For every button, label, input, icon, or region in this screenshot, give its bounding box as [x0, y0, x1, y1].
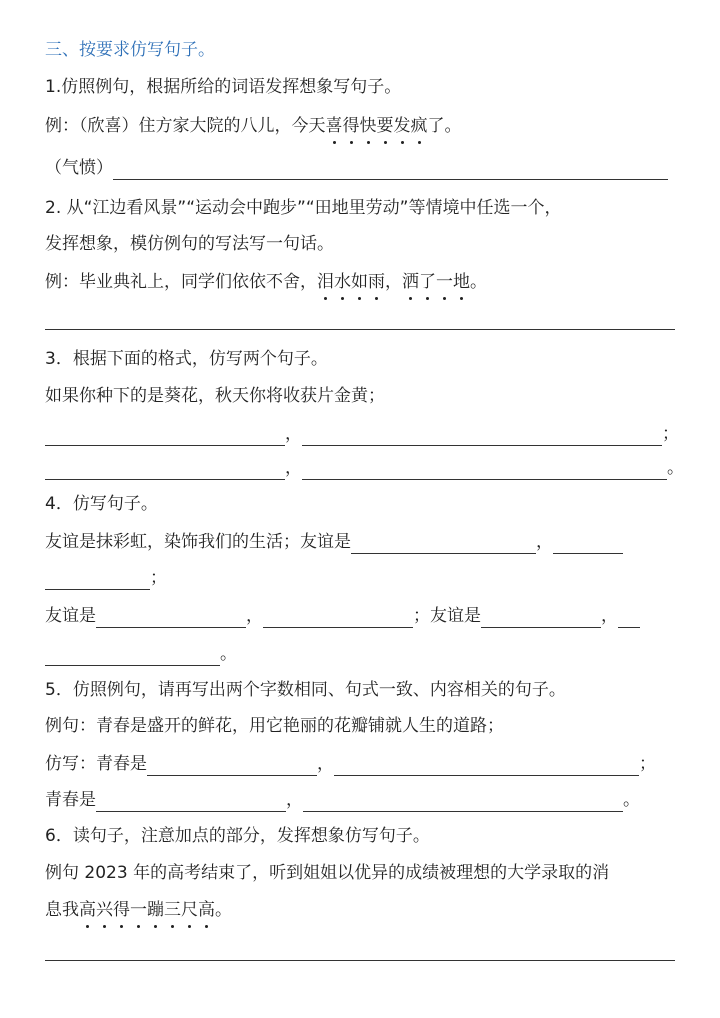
q5-semicolon: ； — [639, 754, 656, 774]
q4-prompt: 4．仿写句子。 — [45, 494, 158, 514]
q4-comma-3: ， — [601, 606, 618, 626]
emphasis-char: 高 — [198, 900, 215, 920]
q6-example-line-1: 例句 2023 年的高考结束了，听到姐姐以优异的成绩被理想的大学录取的消 — [45, 863, 610, 883]
q3-blank-2a[interactable] — [45, 460, 285, 480]
q5-answer-row-1 — [45, 752, 680, 776]
emphasis-char: 兴 — [96, 900, 113, 920]
q4-blank-5[interactable] — [263, 608, 413, 628]
q6-example-line-2 — [45, 898, 680, 922]
q1-cue: （气愤） — [45, 158, 113, 178]
emphasis-char: 高 — [79, 900, 96, 920]
q5-example: 例句：青春是盛开的鲜花，用它艳丽的花瓣铺就人生的道路； — [45, 716, 504, 736]
q4-blank-8[interactable] — [45, 646, 220, 666]
q5-line2-head: 青春是 — [45, 790, 96, 810]
q4-period: 。 — [220, 644, 237, 664]
emphasis-char: 一 — [436, 272, 453, 292]
q2-example-dotted — [317, 272, 470, 292]
q4-blank-1[interactable] — [351, 534, 536, 554]
q4-line1-text: 友谊是抹彩虹，染饰我们的生活；友谊是 — [45, 532, 351, 552]
q5-imitate-label: 仿写：青春是 — [45, 754, 147, 774]
emphasis-char: 三 — [164, 900, 181, 920]
q6-example-tail: 。 — [215, 900, 232, 920]
emphasis-char: 一 — [130, 900, 147, 920]
q4-blank-2[interactable] — [553, 534, 623, 554]
q1-prompt: 1.仿照例句，根据所给的词语发挥想象写句子。 — [45, 77, 402, 97]
emphasis-char: 得 — [113, 900, 130, 920]
emphasis-char: 要 — [376, 116, 394, 136]
q1-example-head: 例：（欣喜）住方家大院的八儿，今天 — [45, 116, 326, 136]
q3-answer-row-2 — [45, 456, 684, 480]
q4-comma-1: ， — [536, 532, 553, 552]
q3-blank-1a[interactable] — [45, 426, 285, 446]
q4-line3-sep: ；友谊是 — [413, 606, 481, 626]
q6-example-dotted — [79, 900, 215, 920]
q2-example-head: 例：毕业典礼上，同学们依依不舍， — [45, 272, 317, 292]
emphasis-char: 如 — [351, 272, 368, 292]
q3-model: 如果你种下的是葵花，秋天你将收获片金黄； — [45, 386, 385, 406]
q3-blank-2b[interactable] — [302, 460, 667, 480]
q4-blank-7[interactable] — [618, 608, 640, 628]
q4-line3-a: 友谊是 — [45, 606, 96, 626]
q1-example — [45, 114, 680, 138]
q3-comma-1: ， — [285, 424, 302, 444]
q3-comma-2: ， — [285, 458, 302, 478]
q2-example-tail: 。 — [470, 272, 487, 292]
q2-answer-line[interactable] — [45, 329, 675, 330]
emphasis-char: 泪 — [317, 272, 334, 292]
q1-example-tail: 了。 — [427, 116, 462, 136]
q4-blank-6[interactable] — [481, 608, 601, 628]
q5-blank-2b[interactable] — [303, 792, 623, 812]
q4-line-3 — [45, 604, 680, 628]
q5-answer-row-2 — [45, 788, 680, 812]
q4-comma-2: ， — [246, 606, 263, 626]
emphasis-char: 雨 — [368, 272, 385, 292]
emphasis-char: ， — [385, 272, 402, 292]
emphasis-char: 喜 — [325, 116, 343, 136]
emphasis-char: 地 — [453, 272, 470, 292]
q2-prompt-2: 发挥想象，模仿例句的写法写一句话。 — [45, 234, 334, 254]
q1-example-dotted — [326, 116, 428, 136]
emphasis-char: 水 — [334, 272, 351, 292]
q3-semicolon: ； — [662, 424, 679, 444]
q6-answer-line[interactable] — [45, 960, 675, 961]
q4-semicolon-1: ； — [150, 568, 167, 588]
q6-prompt: 6．读句子，注意加点的部分，发挥想象仿写句子。 — [45, 826, 430, 846]
q5-prompt: 5．仿照例句，请再写出两个字数相同、句式一致、内容相关的句子。 — [45, 680, 566, 700]
q5-period: 。 — [623, 790, 640, 810]
emphasis-char: 尺 — [181, 900, 198, 920]
emphasis-char: 快 — [359, 116, 377, 136]
q3-prompt: 3．根据下面的格式，仿写两个句子。 — [45, 349, 328, 369]
q2-example — [45, 270, 680, 294]
q5-blank-1b[interactable] — [334, 756, 639, 776]
emphasis-char: 了 — [419, 272, 436, 292]
q5-comma-2: ， — [286, 790, 303, 810]
section-title: 三、按要求仿写句子。 — [45, 40, 215, 60]
q5-blank-1a[interactable] — [147, 756, 317, 776]
emphasis-char: 洒 — [402, 272, 419, 292]
emphasis-char: 蹦 — [147, 900, 164, 920]
q4-line-1 — [45, 530, 680, 554]
emphasis-char: 发 — [393, 116, 411, 136]
q2-prompt: 2. 从“江边看风景”“运动会中跑步”“田地里劳动”等情境中任选一个， — [45, 198, 562, 218]
q4-blank-4[interactable] — [96, 608, 246, 628]
q4-blank-3[interactable] — [45, 570, 150, 590]
q3-answer-row-1 — [45, 422, 680, 446]
emphasis-char: 得 — [342, 116, 360, 136]
q3-period: 。 — [667, 458, 684, 478]
q1-answer-line — [45, 156, 680, 180]
emphasis-char: 疯 — [410, 116, 428, 136]
q4-line-4 — [45, 642, 680, 666]
q1-answer-blank[interactable] — [113, 160, 668, 180]
q5-blank-2a[interactable] — [96, 792, 286, 812]
q3-blank-1b[interactable] — [302, 426, 662, 446]
q5-comma-1: ， — [317, 754, 334, 774]
q4-line-2 — [45, 566, 680, 590]
q6-example-head: 息我 — [45, 900, 79, 920]
